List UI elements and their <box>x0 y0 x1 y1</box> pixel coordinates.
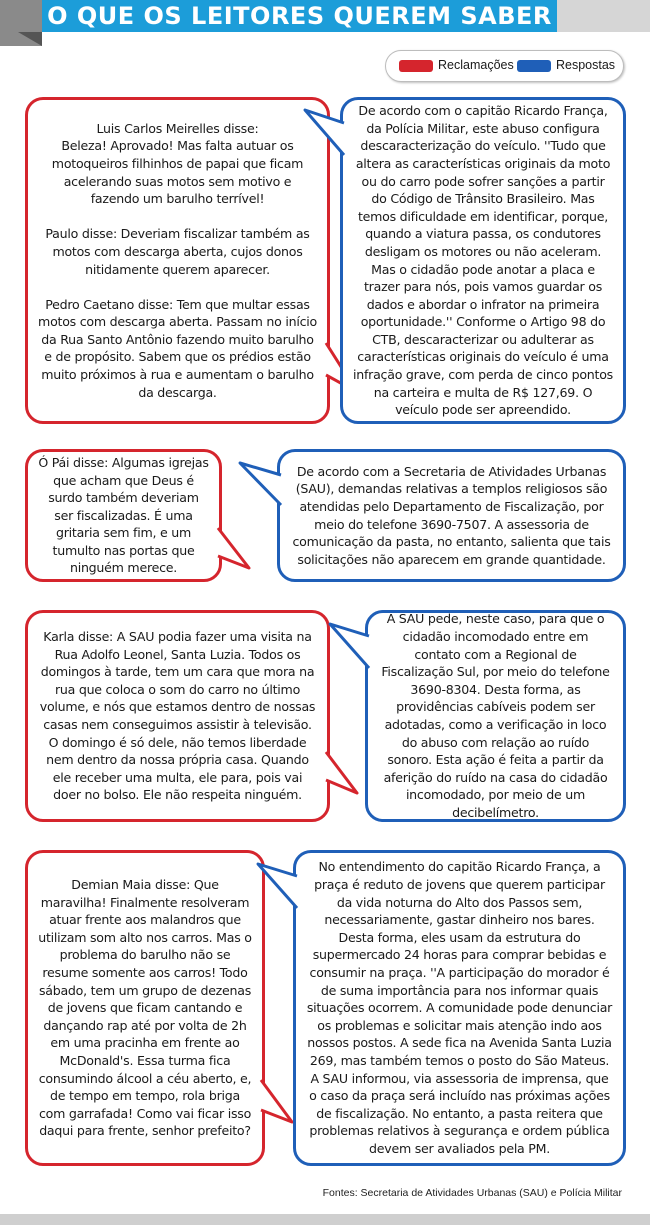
legend-label-complaints: Reclamações <box>438 58 514 72</box>
answer-text-2: De acordo com a Secretaria de Atividades Urbanas (SAU), demandas relativas a templos religiosos são atendidas pelo Departamento de Fiscalização, por meio do telefone 3690-7507. A assessoria de comunicação da pasta, no entanto, salienta que tais solicitações não aparecem em grande quantidade. <box>292 463 611 567</box>
legend-label-answers: Respostas <box>556 58 616 72</box>
page-title: O QUE OS LEITORES QUEREM SABER <box>42 0 557 32</box>
bottom-bar <box>0 1214 650 1225</box>
answer-text-3: A SAU pede, neste caso, para que o cidadão incomodado entre em contato com a Regional de Fiscalização Sul, por meio do telefone 3690-8304. Desta forma, as providências cabíveis podem ser adotadas, como a verificação in loco do abuso com relação ao ruído sonoro. Esta ação é feita a partir da aferição do ruído na casa do cidadão incomodado, por meio de um decibelímetro. <box>381 611 610 820</box>
answer-text-1: De acordo com o capitão Ricardo França, da Polícia Militar, este abuso configura descaracterização do veículo. ''Tudo que altera as características originais da moto ou do carro pode sofrer sanções a partir do Código de Trânsito Brasileiro. Mas temos dificuldade em identificar, porque, quando a viatura passa, os condutores desligam os motores ou não aceleram. Mas o cidadão pode anotar a placa e trazer para nós, pois vamos guardar os dados e abordar o infrator na primeira oportunidade.'' Conforme o Artigo 98 do CTB, descaracterizar ou adulterar as características originais do veículo é uma infração grave, com perda de cinco pontos na carteira e multa de R$ 127,69. O veículo pode ser apreendido. <box>353 103 613 418</box>
sources-footer: Fontes: Secretaria de Atividades Urbanas (SAU) e Polícia Militar <box>322 1187 622 1199</box>
answer-text-4: No entendimento do capitão Ricardo França, a praça é reduto de jovens que querem participar da vida noturna do Alto dos Passos sem, necessariamente, gastar dinheiro nos bares. Desta forma, eles usam da estrutura do supermercado 24 horas para comprar bebidas e consumir na praça. ''A participação do morador é de suma importância para nos informar quais situações ocorrem. A comunidade pode denunciar os problemas e solicitar mais atenção indo aos nossos postos. A sede fica na Avenida Santa Luzia 269, mas também temos o posto do São Mateus. A SAU informou, via assessoria de imprensa, que o caso da praça será incluído nas próximas ações de fiscalização. No entanto, a pasta reitera que problemas relativos à segurança e ordem pública devem ser avaliados pela PM. <box>306 859 613 1156</box>
complaint-text-4: Demian Maia disse: Que maravilha! Finalmente resolveram atuar frente aos malandros que utilizam som alto nos carros. Mas o problema do barulho não se resume somente aos carros! Todo sábado, tem um grupo de dezenas de jovens que ficam cantando e dançando rap até por volta de 2h em uma pracinha em frente ao McDonald's. Essa turma fica consumindo álcool a céu aberto, e, de tempo em tempo, rola briga com garrafada! Como vai ficar isso daqui para frente, senhor prefeito? <box>38 877 252 1139</box>
complaint-text-1: Luis Carlos Meirelles disse: Beleza! Aprovado! Mas falta autuar os motoqueiros filhinhos de papai que ficam acelerando suas motos sem motivo e fazendo um barulho terrível! Paulo disse: Deveriam fiscalizar também as motos com descarga aberta, cujos donos nitidamente querem aparecer. Pedro Caetano disse: Tem que multar essas motos com descarga aberta. Passam no início da Rua Santo Antônio fazendo muito barulho e de propósito. Sabem que os prédios estão muito próximos à rua e aumentam o barulho da descarga. <box>38 120 317 400</box>
complaint-text-3: Karla disse: A SAU podia fazer uma visita na Rua Adolfo Leonel, Santa Luzia. Todos os domingos à tarde, tem um cara que mora na rua que coloca o som do carro no último volume, e nós que estamos dentro de nossas casas nem conseguimos assistir à televisão. O domingo é só dele, não temos liberdade nem dentro da nossa própria casa. Quando ele receber uma multa, ele para, pois vai doer no bolso. Ele não respeita ninguém. <box>39 629 316 803</box>
complaint-text-2: Ó Pái disse: Algumas igrejas que acham que Deus é surdo também deveriam ser fiscalizadas. É uma gritaria sem fim, e um tumulto nas portas que ninguém merece. <box>38 454 209 576</box>
